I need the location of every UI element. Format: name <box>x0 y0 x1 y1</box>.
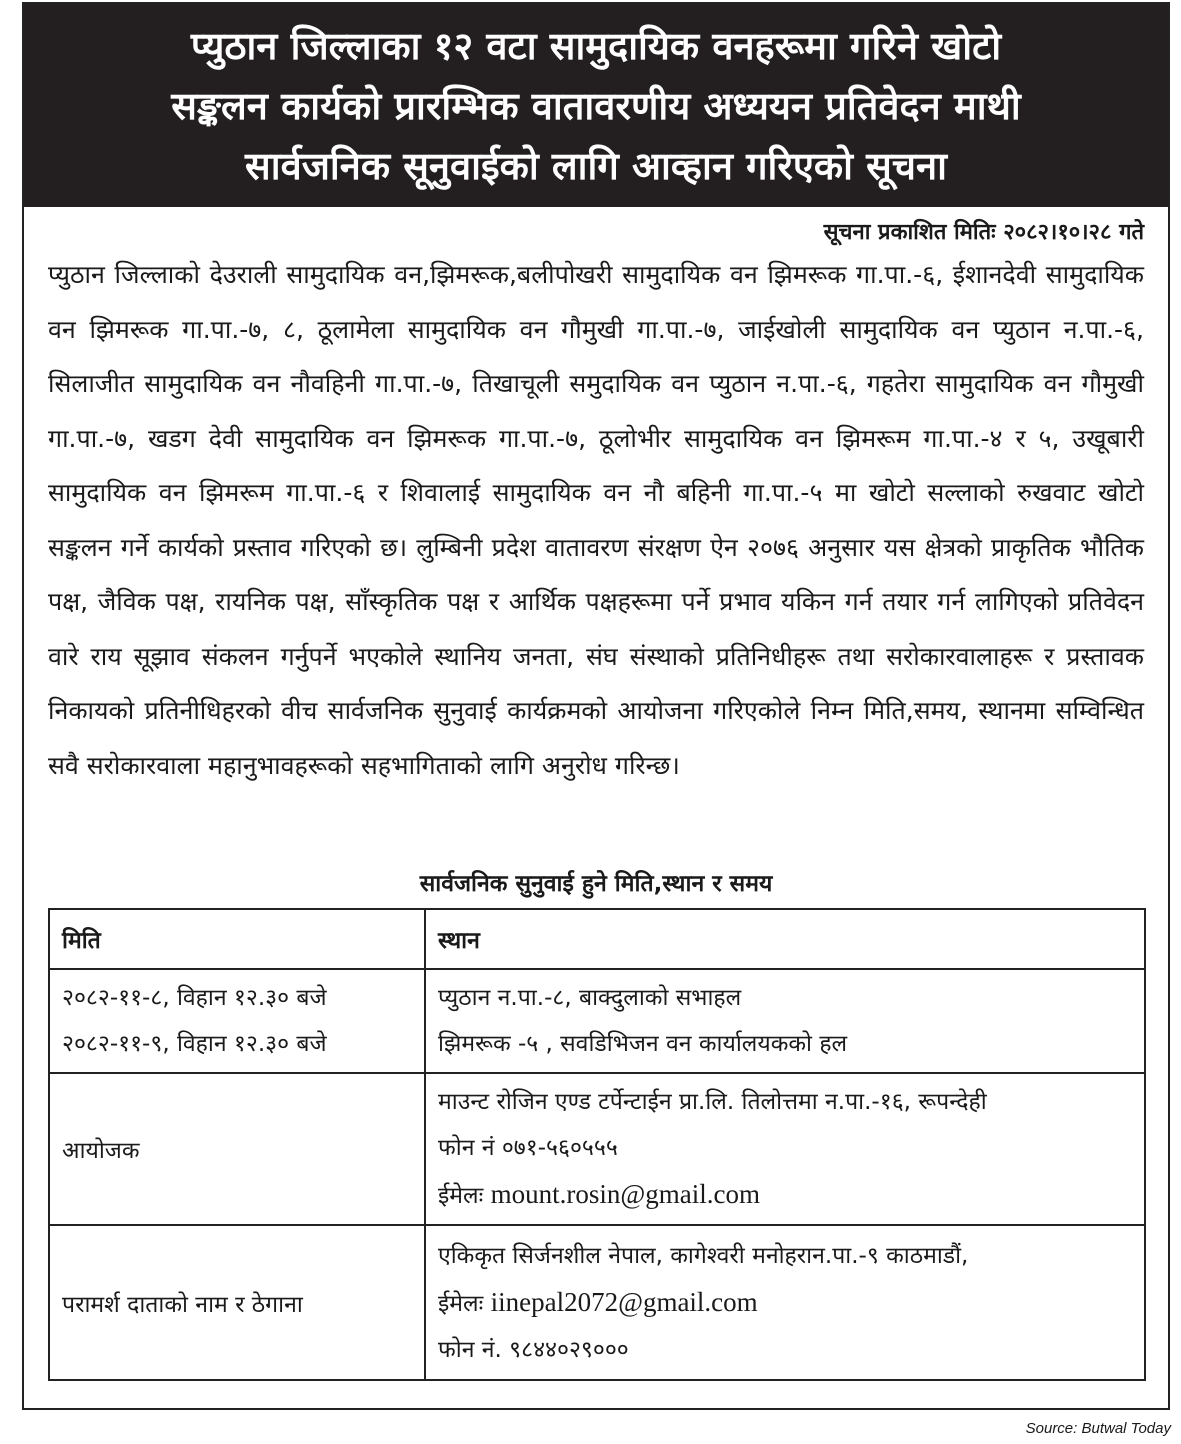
email-label: ईमेलः <box>438 1290 484 1317</box>
organizer-email: mount.rosin@gmail.com <box>490 1179 760 1209</box>
published-date: सूचना प्रकाशित मितिः २०८२।१०।२८ गते <box>823 220 1144 245</box>
notice-body: प्युठान जिल्लाको देउराली सामुदायिक वन,झिमरूक,बलीपोखरी सामुदायिक वन झिमरूक गा.पा.-६, ईशानदेवी सामुदायिक वन झिमरूक गा.पा.-७, ८, ठूलामेला सामुदायिक वन गौमुखी गा.पा.-७, जाईखोली सामुदायिक वन प्युठान न.पा.-६, सिलाजीत सामुदायिक वन नौवहिनी गा.पा.-७, तिखाचूली समुदायिक वन प्युठान न.पा.-६, गहतेरा सामुदायिक वन गौमुखी गा.पा.-७, खडग देवी सामुदायिक वन झिमरूक गा.पा.-७, ठूलोभीर सामुदायिक वन झिमरूम गा.पा.-४ र ५, उखूबारी सामुदायिक वन झिमरूम गा.पा.-६ र शिवालाई सामुदायिक वन नौ बहिनी गा.पा.-५ मा खोटो सल्लाको रुखवाट खोटो सङ्कलन गर्ने कार्यको प्रस्ताव गरिएको छ। लुम्बिनी प्रदेश वातावरण संरक्षण ऐन २०७६ अनुसार यस क्षेत्रको प्राकृतिक भौतिक पक्ष, जैविक पक्ष, रायनिक पक्ष, साँस्कृतिक पक्ष र आर्थिक पक्षहरूमा पर्ने प्रभाव यकिन गर्न तयार गर्न लागिएको प्रतिवेदन वारे राय सूझाव संकलन गर्नुपर्ने भएकोले स्थानिय जनता, संघ संस्थाको प्रतिनिधीहरू तथा सरोकारवालाहरू र प्रस्तावक निकायको प्रतिनीधिहरको वीच सार्वजनिक सुनुवाई कार्यक्रमको आयोजना गरिएकोले निम्न मिति,समय, स्थानमा सम्विन्धित सवै सरोकारवाला महानुभावहरूको सहभागिताको लागि अनुरोध गरिन्छ। <box>48 260 1144 780</box>
consultant-label: परामर्श दाताको नाम र ठेगाना <box>49 1225 425 1380</box>
consultant-email-line <box>438 1279 1132 1327</box>
title-line-2: सङ्कलन कार्यको प्रारम्भिक वातावरणीय अध्ययन प्रतिवेदन माथी <box>171 83 1021 128</box>
places-cell <box>425 969 1145 1073</box>
source-credit: Source: Butwal Today <box>1025 1420 1171 1437</box>
header-date: मिति <box>49 909 425 969</box>
notice-header <box>24 4 1168 207</box>
date-2: २०८२-११-९, विहान १२.३० बजे <box>62 1031 327 1057</box>
notice-frame <box>22 2 1170 1410</box>
table-header-row <box>49 909 1145 969</box>
schedule-table <box>48 908 1146 1381</box>
date-1: २०८२-११-८, विहान १२.३० बजे <box>62 985 327 1011</box>
table-row <box>49 1073 1145 1225</box>
title-line-1: प्युठान जिल्लाका १२ वटा सामुदायिक वनहरूमा गरिने खोटो <box>190 23 1002 68</box>
consultant-email: iinepal2072@gmail.com <box>490 1286 758 1317</box>
email-label: ईमेलः <box>438 1183 484 1209</box>
table-row <box>49 969 1145 1073</box>
organizer-details <box>425 1073 1145 1225</box>
place-2: झिमरूक -५ , सवडिभिजन वन कार्यालयकको हल <box>438 1031 848 1057</box>
consultant-details <box>425 1225 1145 1380</box>
schedule-table-title: सार्वजनिक सुनुवाई हुने मिति,स्थान र समय <box>419 871 773 897</box>
organizer-phone: फोन नं ०७१-५६०५५५ <box>438 1135 618 1161</box>
organizer-label: आयोजक <box>49 1073 425 1225</box>
consultant-phone: फोन नं. ९८४४०२९००० <box>438 1336 629 1363</box>
title-line-3: सार्वजनिक सूनुवाईको लागि आव्हान गरिएको सूचना <box>245 143 947 188</box>
organizer-email-line <box>438 1171 1132 1219</box>
organizer-name: माउन्ट रोजिन एण्ड टर्पेन्टाईन प्रा.लि. तिलोत्तमा न.पा.-१६, रूपन्देही <box>438 1089 987 1115</box>
header-place: स्थान <box>425 909 1145 969</box>
consultant-address: एकिकृत सिर्जनशील नेपाल, कागेश्वरी मनोहरान.पा.-९ काठमाडौं, <box>438 1242 969 1269</box>
place-1: प्युठान न.पा.-८, बाक्दुलाको सभाहल <box>438 985 742 1011</box>
dates-cell <box>49 969 425 1073</box>
table-row <box>49 1225 1145 1380</box>
